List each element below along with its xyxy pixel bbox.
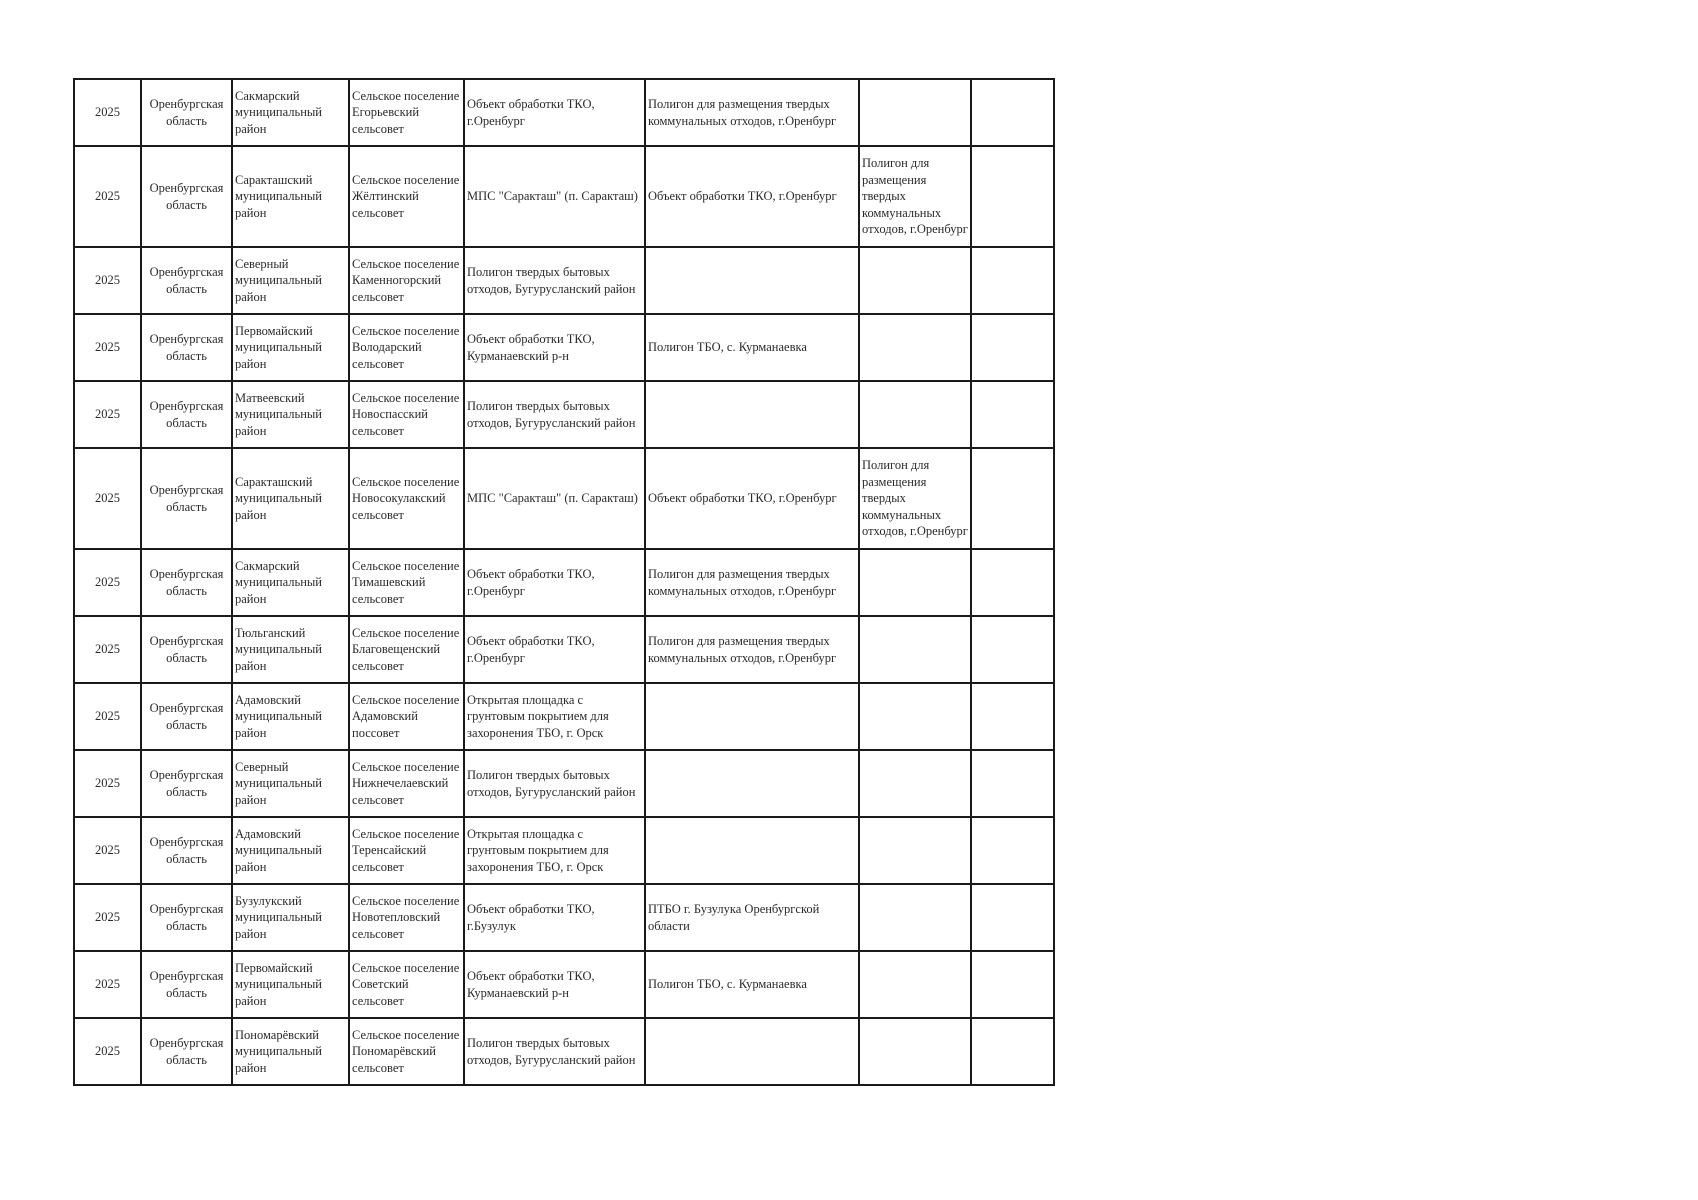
table-row <box>74 951 1054 1018</box>
district-cell: Северный муниципальный район <box>232 750 349 817</box>
object3-cell <box>859 817 971 884</box>
region-cell: Оренбургская область <box>141 750 232 817</box>
settlement-cell: Сельское поселение Новоспасский сельсовет <box>349 381 464 448</box>
settlement-cell: Сельское поселение Новосокулакский сельсовет <box>349 448 464 549</box>
year-cell: 2025 <box>74 884 141 951</box>
object1-cell: Объект обработки ТКО, г.Оренбург <box>464 79 645 146</box>
object3-cell: Полигон для размещения твердых коммунальных отходов, г.Оренбург <box>859 448 971 549</box>
object2-cell <box>645 683 859 750</box>
year-cell: 2025 <box>74 448 141 549</box>
region-cell: Оренбургская область <box>141 817 232 884</box>
table-row <box>74 1018 1054 1085</box>
object4-cell <box>971 616 1054 683</box>
region-cell: Оренбургская область <box>141 884 232 951</box>
object2-cell: Полигон ТБО, с. Курманаевка <box>645 951 859 1018</box>
object1-cell: МПС "Саракташ" (п. Саракташ) <box>464 448 645 549</box>
object3-cell <box>859 247 971 314</box>
object3-cell <box>859 750 971 817</box>
object1-cell: Полигон твердых бытовых отходов, Бугурусланский район <box>464 750 645 817</box>
object3-cell: Полигон для размещения твердых коммунальных отходов, г.Оренбург <box>859 146 971 247</box>
object2-cell: Полигон ТБО, с. Курманаевка <box>645 314 859 381</box>
object2-cell: Объект обработки ТКО, г.Оренбург <box>645 146 859 247</box>
region-cell: Оренбургская область <box>141 146 232 247</box>
year-cell: 2025 <box>74 683 141 750</box>
region-cell: Оренбургская область <box>141 247 232 314</box>
object1-cell: Объект обработки ТКО, Курманаевский р-н <box>464 951 645 1018</box>
object1-cell: Полигон твердых бытовых отходов, Бугурусланский район <box>464 247 645 314</box>
object1-cell: Открытая площадка с грунтовым покрытием для захоронения ТБО, г. Орск <box>464 817 645 884</box>
object4-cell <box>971 314 1054 381</box>
table-row <box>74 448 1054 549</box>
table-row <box>74 79 1054 146</box>
district-cell: Матвеевский муниципальный район <box>232 381 349 448</box>
table-row <box>74 314 1054 381</box>
district-cell: Сакмарский муниципальный район <box>232 79 349 146</box>
object4-cell <box>971 750 1054 817</box>
object4-cell <box>971 951 1054 1018</box>
region-cell: Оренбургская область <box>141 448 232 549</box>
object2-cell <box>645 381 859 448</box>
table-body <box>74 79 1054 1085</box>
object2-cell <box>645 247 859 314</box>
object3-cell <box>859 549 971 616</box>
object1-cell: Объект обработки ТКО, Курманаевский р-н <box>464 314 645 381</box>
object2-cell: Полигон для размещения твердых коммунальных отходов, г.Оренбург <box>645 549 859 616</box>
object2-cell: Полигон для размещения твердых коммунальных отходов, г.Оренбург <box>645 79 859 146</box>
object2-cell <box>645 750 859 817</box>
year-cell: 2025 <box>74 1018 141 1085</box>
object3-cell <box>859 884 971 951</box>
region-cell: Оренбургская область <box>141 683 232 750</box>
table-row <box>74 817 1054 884</box>
table-row <box>74 146 1054 247</box>
year-cell: 2025 <box>74 750 141 817</box>
object3-cell <box>859 1018 971 1085</box>
object3-cell <box>859 314 971 381</box>
district-cell: Адамовский муниципальный район <box>232 817 349 884</box>
object1-cell: Открытая площадка с грунтовым покрытием для захоронения ТБО, г. Орск <box>464 683 645 750</box>
district-cell: Сакмарский муниципальный район <box>232 549 349 616</box>
region-cell: Оренбургская область <box>141 1018 232 1085</box>
year-cell: 2025 <box>74 146 141 247</box>
object1-cell: Объект обработки ТКО, г.Оренбург <box>464 616 645 683</box>
object4-cell <box>971 247 1054 314</box>
waste-routes-table <box>73 78 1055 1086</box>
object1-cell: Полигон твердых бытовых отходов, Бугурусланский район <box>464 1018 645 1085</box>
object2-cell <box>645 817 859 884</box>
year-cell: 2025 <box>74 314 141 381</box>
table-row <box>74 381 1054 448</box>
object1-cell: МПС "Саракташ" (п. Саракташ) <box>464 146 645 247</box>
object1-cell: Полигон твердых бытовых отходов, Бугурусланский район <box>464 381 645 448</box>
settlement-cell: Сельское поселение Володарский сельсовет <box>349 314 464 381</box>
district-cell: Северный муниципальный район <box>232 247 349 314</box>
object4-cell <box>971 884 1054 951</box>
table-row <box>74 549 1054 616</box>
object1-cell: Объект обработки ТКО, г.Оренбург <box>464 549 645 616</box>
object3-cell <box>859 683 971 750</box>
year-cell: 2025 <box>74 616 141 683</box>
settlement-cell: Сельское поселение Каменногорский сельсовет <box>349 247 464 314</box>
object4-cell <box>971 683 1054 750</box>
settlement-cell: Сельское поселение Нижнечелаевский сельсовет <box>349 750 464 817</box>
year-cell: 2025 <box>74 381 141 448</box>
object2-cell: Полигон для размещения твердых коммунальных отходов, г.Оренбург <box>645 616 859 683</box>
object3-cell <box>859 381 971 448</box>
district-cell: Первомайский муниципальный район <box>232 951 349 1018</box>
district-cell: Саракташский муниципальный район <box>232 146 349 247</box>
object3-cell <box>859 951 971 1018</box>
year-cell: 2025 <box>74 817 141 884</box>
table-row <box>74 247 1054 314</box>
region-cell: Оренбургская область <box>141 951 232 1018</box>
object3-cell <box>859 616 971 683</box>
object2-cell: Объект обработки ТКО, г.Оренбург <box>645 448 859 549</box>
district-cell: Саракташский муниципальный район <box>232 448 349 549</box>
settlement-cell: Сельское поселение Жёлтинский сельсовет <box>349 146 464 247</box>
object4-cell <box>971 549 1054 616</box>
district-cell: Бузулукский муниципальный район <box>232 884 349 951</box>
object4-cell <box>971 146 1054 247</box>
region-cell: Оренбургская область <box>141 549 232 616</box>
object1-cell: Объект обработки ТКО, г.Бузулук <box>464 884 645 951</box>
table-row <box>74 616 1054 683</box>
settlement-cell: Сельское поселение Тимашевский сельсовет <box>349 549 464 616</box>
district-cell: Пономарёвский муниципальный район <box>232 1018 349 1085</box>
settlement-cell: Сельское поселение Адамовский поссовет <box>349 683 464 750</box>
settlement-cell: Сельское поселение Пономарёвский сельсовет <box>349 1018 464 1085</box>
object4-cell <box>971 1018 1054 1085</box>
object4-cell <box>971 817 1054 884</box>
region-cell: Оренбургская область <box>141 314 232 381</box>
table-row <box>74 683 1054 750</box>
object2-cell <box>645 1018 859 1085</box>
object3-cell <box>859 79 971 146</box>
table-row <box>74 884 1054 951</box>
settlement-cell: Сельское поселение Новотепловский сельсовет <box>349 884 464 951</box>
settlement-cell: Сельское поселение Советский сельсовет <box>349 951 464 1018</box>
region-cell: Оренбургская область <box>141 616 232 683</box>
object4-cell <box>971 79 1054 146</box>
settlement-cell: Сельское поселение Благовещенский сельсовет <box>349 616 464 683</box>
year-cell: 2025 <box>74 247 141 314</box>
settlement-cell: Сельское поселение Егорьевский сельсовет <box>349 79 464 146</box>
year-cell: 2025 <box>74 549 141 616</box>
object2-cell: ПТБО г. Бузулука Оренбургской области <box>645 884 859 951</box>
district-cell: Тюльганский муниципальный район <box>232 616 349 683</box>
district-cell: Адамовский муниципальный район <box>232 683 349 750</box>
year-cell: 2025 <box>74 951 141 1018</box>
year-cell: 2025 <box>74 79 141 146</box>
object4-cell <box>971 381 1054 448</box>
district-cell: Первомайский муниципальный район <box>232 314 349 381</box>
table-row <box>74 750 1054 817</box>
object4-cell <box>971 448 1054 549</box>
settlement-cell: Сельское поселение Теренсайский сельсовет <box>349 817 464 884</box>
region-cell: Оренбургская область <box>141 381 232 448</box>
region-cell: Оренбургская область <box>141 79 232 146</box>
